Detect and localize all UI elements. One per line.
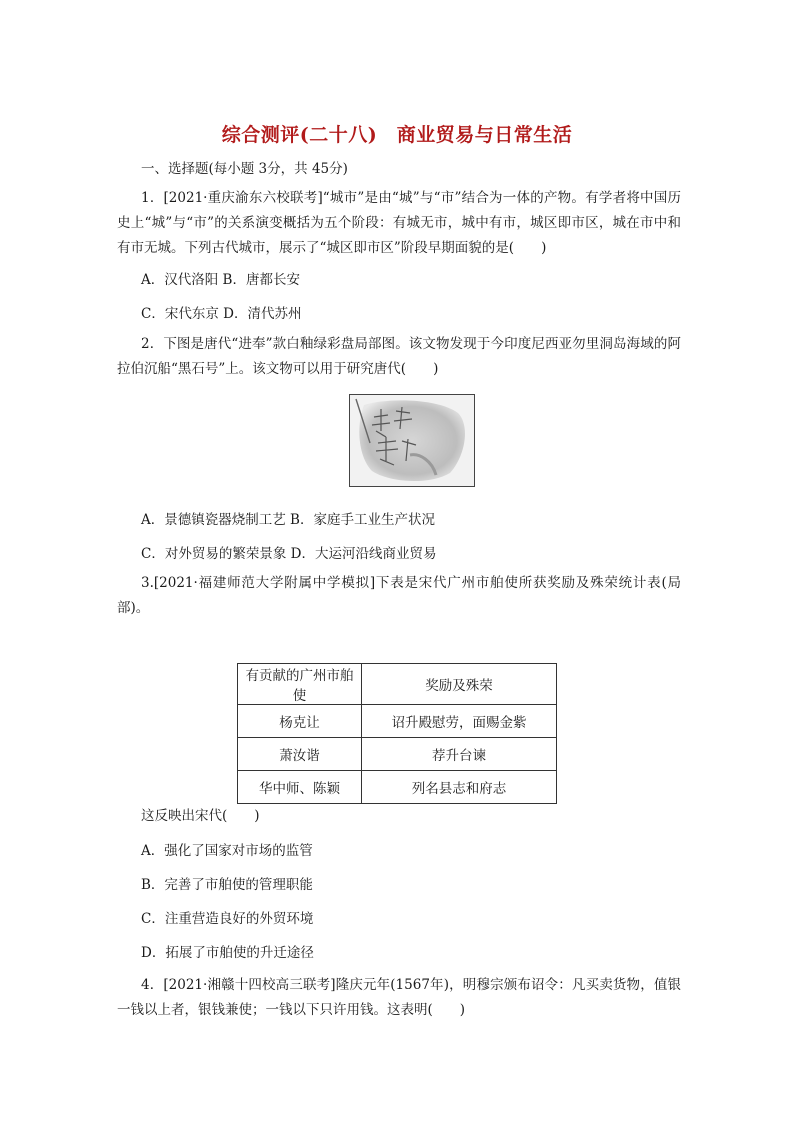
question-3-prompt: 这反映出宋代( ) [141, 808, 260, 824]
question-2-options-cd: C．对外贸易的繁荣景象 D．大运河沿线商业贸易 [141, 546, 437, 562]
table-cell: 萧汝谐 [238, 738, 362, 771]
question-1-stem: 1．[2021·重庆渝东六校联考]“城市”是由“城”与“市”结合为一体的产物。有学者将中国历史上“城”与“市”的关系演变概括为五个阶段：有城无市，城中有市，城区即市区，城在市中和有市无城。下列古代城市，展示了“城区即市区”阶段早期面貌的是( ) [117, 190, 681, 256]
table-cell: 诏升殿慰劳，面赐金紫 [362, 705, 557, 738]
page-title: 综合测评(二十八) 商业贸易与日常生活 [221, 124, 573, 146]
table-cell: 荐升台谏 [362, 738, 557, 771]
question-3-option-b: B．完善了市舶使的管理职能 [141, 877, 313, 893]
artifact-image-icon [350, 395, 474, 486]
section-heading: 一、选择题(每小题 3分，共 45分) [141, 161, 348, 177]
table-header-row [238, 664, 557, 705]
question-3-option-d: D．拓展了市舶使的升迁途径 [141, 945, 314, 961]
question-3-option-c: C．注重营造良好的外贸环境 [141, 911, 314, 927]
table-cell: 华中师、陈颖 [238, 771, 362, 804]
table-cell: 列名县志和府志 [362, 771, 557, 804]
table-row [238, 705, 557, 738]
question-2-stem: 2．下图是唐代“进奉”款白釉绿彩盘局部图。该文物发现于今印度尼西亚勿里洞岛海域的阿拉伯沉船“黑石号”上。该文物可以用于研究唐代( ) [117, 336, 681, 377]
table-header-cell: 有贡献的广州市舶使 [238, 664, 362, 705]
artifact-photo [349, 394, 475, 487]
awards-table [237, 663, 557, 804]
question-1-options-cd: C．宋代东京 D．清代苏州 [141, 306, 302, 322]
question-3-option-a: A．强化了国家对市场的监管 [141, 843, 313, 859]
question-3-stem: 3.[2021·福建师范大学附属中学模拟]下表是宋代广州市舶使所获奖励及殊荣统计表(局部)。 [117, 575, 681, 616]
table-row [238, 738, 557, 771]
table-row [238, 771, 557, 804]
table-header-cell: 奖励及殊荣 [362, 664, 557, 705]
question-2-options-ab: A．景德镇瓷器烧制工艺 B．家庭手工业生产状况 [141, 512, 435, 528]
question-4-stem: 4．[2021·湘赣十四校高三联考]隆庆元年(1567年)，明穆宗颁布诏令：凡买卖货物，值银一钱以上者，银钱兼使；一钱以下只许用钱。这表明( ) [117, 977, 681, 1018]
question-1-options-ab: A．汉代洛阳 B．唐都长安 [141, 272, 300, 288]
table-cell: 杨克让 [238, 705, 362, 738]
